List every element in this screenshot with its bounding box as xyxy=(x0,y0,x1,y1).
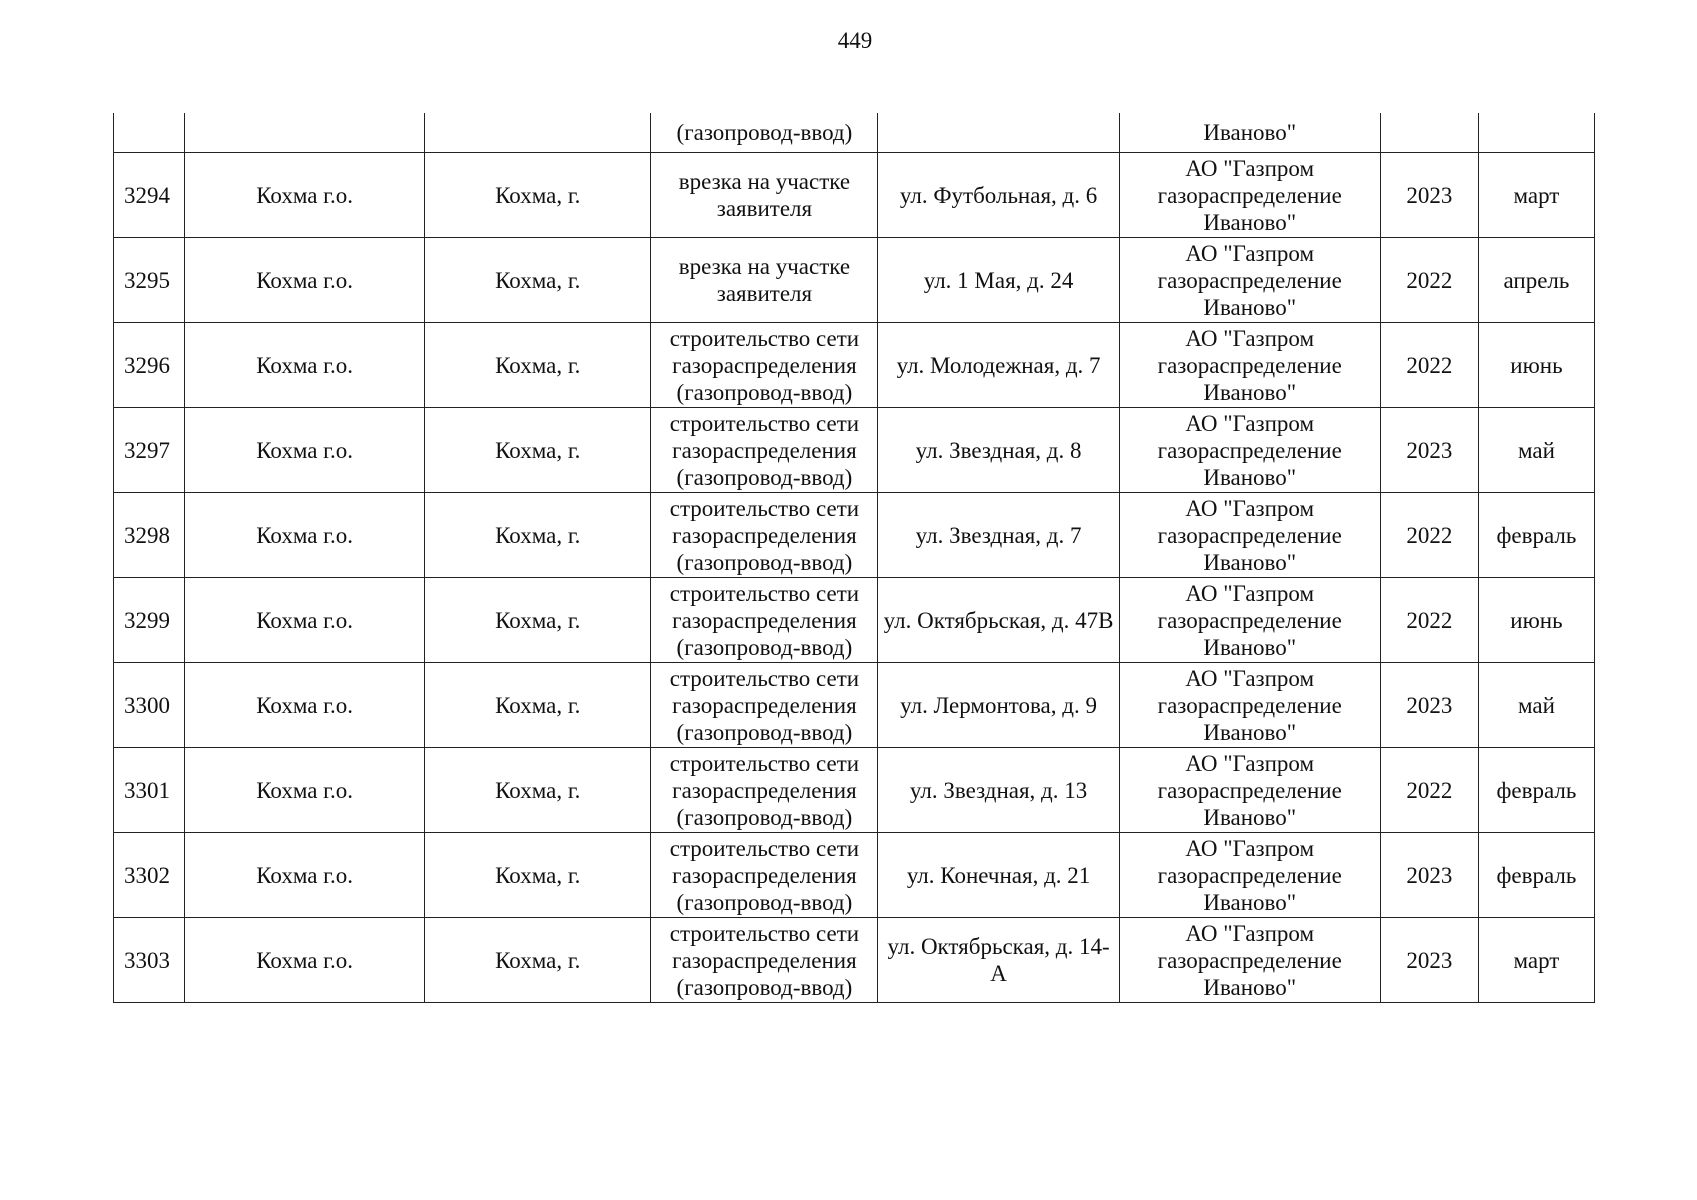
table-row xyxy=(114,238,1595,323)
cell-year: 2022 xyxy=(1380,323,1478,408)
cell-num: 3301 xyxy=(114,748,185,833)
cell-operator: АО "Газпром газораспределение Иваново" xyxy=(1119,408,1380,493)
cell-year xyxy=(1380,113,1478,153)
cell-year: 2023 xyxy=(1380,663,1478,748)
gasification-table xyxy=(113,113,1595,1003)
table-body xyxy=(114,113,1595,1003)
cell-address: ул. Лермонтова, д. 9 xyxy=(878,663,1119,748)
cell-locality: Кохма, г. xyxy=(425,918,651,1003)
cell-address: ул. 1 Мая, д. 24 xyxy=(878,238,1119,323)
page-number: 449 xyxy=(837,28,873,53)
cell-work-type: строительство сети газораспределения (газопровод-ввод) xyxy=(651,918,878,1003)
cell-num: 3297 xyxy=(114,408,185,493)
cell-num: 3295 xyxy=(114,238,185,323)
cell-work-type: строительство сети газораспределения (газопровод-ввод) xyxy=(651,408,878,493)
cell-work-type: строительство сети газораспределения (газопровод-ввод) xyxy=(651,323,878,408)
cell-work-type: врезка на участке заявителя xyxy=(651,238,878,323)
cell-operator: АО "Газпром газораспределение Иваново" xyxy=(1119,238,1380,323)
cell-address: ул. Молодежная, д. 7 xyxy=(878,323,1119,408)
cell-address xyxy=(878,113,1119,153)
cell-work-type: строительство сети газораспределения (газопровод-ввод) xyxy=(651,663,878,748)
table-row xyxy=(114,408,1595,493)
cell-address: ул. Звездная, д. 8 xyxy=(878,408,1119,493)
cell-operator: Иваново" xyxy=(1119,113,1380,153)
cell-locality: Кохма, г. xyxy=(425,663,651,748)
cell-operator: АО "Газпром газораспределение Иваново" xyxy=(1119,323,1380,408)
cell-year: 2022 xyxy=(1380,238,1478,323)
cell-address: ул. Конечная, д. 21 xyxy=(878,833,1119,918)
table-row xyxy=(114,493,1595,578)
table-row xyxy=(114,833,1595,918)
cell-district: Кохма г.о. xyxy=(185,408,425,493)
cell-month: февраль xyxy=(1478,833,1594,918)
cell-address: ул. Звездная, д. 13 xyxy=(878,748,1119,833)
cell-year: 2023 xyxy=(1380,833,1478,918)
cell-work-type: врезка на участке заявителя xyxy=(651,153,878,238)
cell-district: Кохма г.о. xyxy=(185,578,425,663)
cell-work-type: строительство сети газораспределения (газопровод-ввод) xyxy=(651,578,878,663)
cell-month: март xyxy=(1478,153,1594,238)
cell-locality: Кохма, г. xyxy=(425,408,651,493)
cell-work-type: строительство сети газораспределения (газопровод-ввод) xyxy=(651,748,878,833)
cell-address: ул. Октябрьская, д. 47В xyxy=(878,578,1119,663)
cell-year: 2022 xyxy=(1380,493,1478,578)
cell-locality: Кохма, г. xyxy=(425,578,651,663)
table-row xyxy=(114,918,1595,1003)
cell-year: 2022 xyxy=(1380,748,1478,833)
cell-num: 3294 xyxy=(114,153,185,238)
cell-operator: АО "Газпром газораспределение Иваново" xyxy=(1119,833,1380,918)
cell-locality: Кохма, г. xyxy=(425,748,651,833)
cell-month: май xyxy=(1478,408,1594,493)
cell-month: апрель xyxy=(1478,238,1594,323)
cell-operator: АО "Газпром газораспределение Иваново" xyxy=(1119,578,1380,663)
cell-num: 3299 xyxy=(114,578,185,663)
cell-operator: АО "Газпром газораспределение Иваново" xyxy=(1119,153,1380,238)
cell-work-type: строительство сети газораспределения (газопровод-ввод) xyxy=(651,493,878,578)
cell-operator: АО "Газпром газораспределение Иваново" xyxy=(1119,918,1380,1003)
cell-locality: Кохма, г. xyxy=(425,833,651,918)
cell-district xyxy=(185,113,425,153)
cell-district: Кохма г.о. xyxy=(185,748,425,833)
cell-operator: АО "Газпром газораспределение Иваново" xyxy=(1119,493,1380,578)
cell-operator: АО "Газпром газораспределение Иваново" xyxy=(1119,748,1380,833)
table-row xyxy=(114,663,1595,748)
continuation-row xyxy=(114,113,1595,153)
cell-district: Кохма г.о. xyxy=(185,323,425,408)
cell-num: 3296 xyxy=(114,323,185,408)
cell-num: 3302 xyxy=(114,833,185,918)
cell-address: ул. Звездная, д. 7 xyxy=(878,493,1119,578)
cell-locality: Кохма, г. xyxy=(425,493,651,578)
table-row xyxy=(114,153,1595,238)
cell-year: 2022 xyxy=(1380,578,1478,663)
cell-locality: Кохма, г. xyxy=(425,323,651,408)
cell-address: ул. Октябрьская, д. 14-А xyxy=(878,918,1119,1003)
cell-month: июнь xyxy=(1478,323,1594,408)
table-row xyxy=(114,748,1595,833)
cell-district: Кохма г.о. xyxy=(185,153,425,238)
cell-year: 2023 xyxy=(1380,918,1478,1003)
cell-month: июнь xyxy=(1478,578,1594,663)
cell-district: Кохма г.о. xyxy=(185,493,425,578)
cell-address: ул. Футбольная, д. 6 xyxy=(878,153,1119,238)
cell-district: Кохма г.о. xyxy=(185,833,425,918)
cell-num: 3298 xyxy=(114,493,185,578)
cell-operator: АО "Газпром газораспределение Иваново" xyxy=(1119,663,1380,748)
cell-month: май xyxy=(1478,663,1594,748)
cell-district: Кохма г.о. xyxy=(185,918,425,1003)
cell-district: Кохма г.о. xyxy=(185,663,425,748)
cell-district: Кохма г.о. xyxy=(185,238,425,323)
cell-month xyxy=(1478,113,1594,153)
cell-num xyxy=(114,113,185,153)
cell-num: 3303 xyxy=(114,918,185,1003)
cell-locality: Кохма, г. xyxy=(425,238,651,323)
cell-locality: Кохма, г. xyxy=(425,153,651,238)
cell-work-type: строительство сети газораспределения (газопровод-ввод) xyxy=(651,833,878,918)
cell-year: 2023 xyxy=(1380,408,1478,493)
cell-month: февраль xyxy=(1478,493,1594,578)
table-row xyxy=(114,578,1595,663)
cell-locality xyxy=(425,113,651,153)
cell-year: 2023 xyxy=(1380,153,1478,238)
cell-month: март xyxy=(1478,918,1594,1003)
cell-month: февраль xyxy=(1478,748,1594,833)
cell-work-type: (газопровод-ввод) xyxy=(651,113,878,153)
cell-num: 3300 xyxy=(114,663,185,748)
table-row xyxy=(114,323,1595,408)
